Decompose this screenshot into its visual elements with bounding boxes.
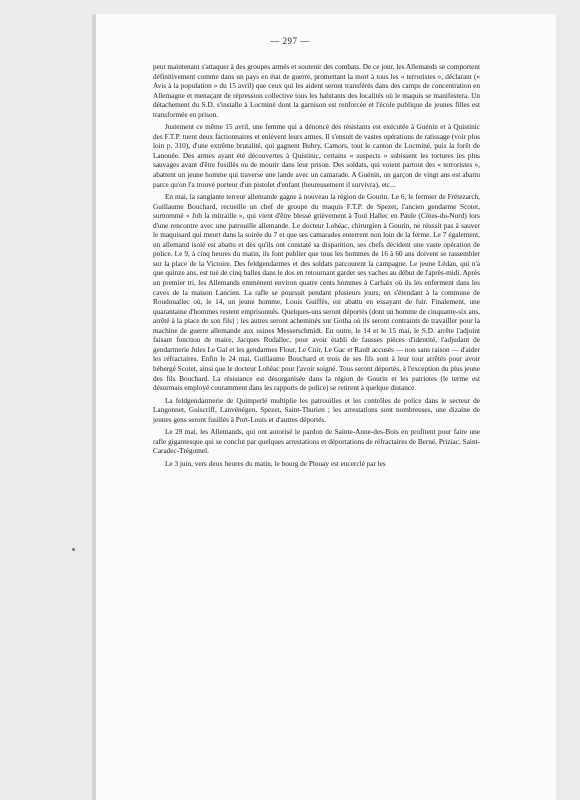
paragraph-4: La feldgendarmerie de Quimperlé multiplie les patrouilles et les contrôles de police dans le secteur de Langonnet, Guiscriff, Lanvénégen, Spezet, Saint-Thurien ; les arrestations sont nombreuses, une dizaine de jeunes gens seront fusillés à Port-Louis et d'autres déportés.	[153, 396, 480, 424]
paragraph-6: Le 3 juin, vers deux heures du matin, le bourg de Plouay est encerclé par les	[165, 459, 386, 468]
paragraph-1: peut maintenant s'attaquer à des groupes armés et soutenir des combats. De ce jour, les Allemands se comportent définitivement comme dans un pays en état de guerre, promettant la mort à tous les « terroristes », déclarant (« Avis à la population » du 15 avril) que ceux qui les aident seront transférés dans des camps de concentration en Allemagne et menaçant de répression collective tous les habitants des localités où le maquis se manifestera. Un détachement du S.D. s'installe à Locminé dont la garnison est renforcée et l'école publique de jeunes filles est transformée en prison.	[153, 63, 480, 119]
page-number: — 297 —	[270, 36, 310, 46]
body-text	[153, 63, 480, 469]
paragraph-3: En mai, la sanglante terreur allemande gagne à nouveau la région de Gourin. Le 6, le fermier de Frétezarch, Guillaume Bouchard, recueille un chef de groupe du maquis F.T.P. de Spezet, l'ancien gendarme Scotet, surnommé « Job la mitraille », qui vient d'être blessé grièvement à Toul Hallec en Paule (Côtes-du-Nord) lors d'une rencontre avec une patrouille allemande. Le docteur Lohéac, chirurgien à Gourin, ne réussit pas à sauver le maquisard qui meurt dans la soirée du 7 et que ses camarades enterrent non loin de la ferme. Le 7 également, un allemand isolé est abattu et dès qu'ils ont constaté sa disparition, ses chefs décident une vaste opération de police. Le 9, à cinq heures du matin, ils font publier que tous les hommes de 16 à 60 ans doivent se rassembler sur la place de la Victoire. Des feldgendarmes et des soldats parcourent la campagne. Le jeune Lédan, qui n'a que quinze ans, est tué de cinq balles dans le dos en retournant garder ses vaches au début de l'après-midi. Après un premier tri, les Allemands emmènent environ quatre cents hommes à Carhaix où ils les enferment dans les caves de la maison Lancien. La rafle se poursuit pendant plusieurs jours, en s'étendant à la commune de Roudouallec où, le 14, un jeune homme, Louis Guiffès, est abattu en essayant de fuir. Finalement, une quarantaine d'hommes restent emprisonnés. Quelques-uns seront déportés (dont un homme de cinquante-six ans, arrêté à la place de son fils) ; les autres seront acheminés sur Gotha où ils seront contraints de travailler pour la machine de guerre allemande aux usines Messerschmidt. En outre, le 14 et le 15 mai, le S.D. arrête l'adjoint faisant fonction de maire, Jacques Rodallec, pour avoir établi de fausses pièces d'identité, l'adjudant de gendarmerie Jules Le Gal et les gendarmes Flour, Le Cnir, Le Gac et Rault accusés — non sans raison — d'aider les réfractaires. Enfin le 24 mai, Guillaume Bouchard et trois de ses fils sont à leur tour arrêtés pour avoir hébergé Scotet, ainsi que le docteur Lohéac pour l'avoir soigné. Tous seront déportés, à l'exception du plus jeune des fils Bouchard. La résistance est désorganisée dans la région de Gourin et les patriotes (le terme est désormais employé couramment dans les rapports de police) se retirent à quelque distance.	[153, 193, 480, 393]
paragraph-5: Le 29 mai, les Allemands, qui ont autorisé le pardon de Sainte-Anne-des-Bois en profitent pour faire une rafle gigantesque qui se conclut par quelques arrestations et déportations de réfractaires de Berné, Priziac, Saint-Caradec-Trégomel.	[153, 428, 480, 456]
paragraph-2: Justement ce même 15 avril, une femme qui a dénoncé des résistants est exécutée à Guénin et à Quistinic des F.T.P. tuent deux factionnaires et enlèvent leurs armes. Il s'ensuit de vastes opérations de ratissage (voir plus loin p. 310), d'une extrême brutalité, qui gagnent Bubry, Camors, tout le canton de Locminé, puis la forêt de Lanouée. Des armes ayant été découvertes à Quistinic, certains « suspects » subissent les tortures les plus sauvages avant d'être fusillés ou de mourir dans leur prison. Des soldats, qui voient partout des « terroristes », abattent un jeune homme qui traverse une lande avec un camarade. A Guénin, un garçon de vingt ans est abattu parce qu'on l'a trouvé porteur d'un pistolet d'enfant (heureusement il survivra), etc...	[153, 123, 480, 189]
scan-speck	[72, 548, 75, 551]
